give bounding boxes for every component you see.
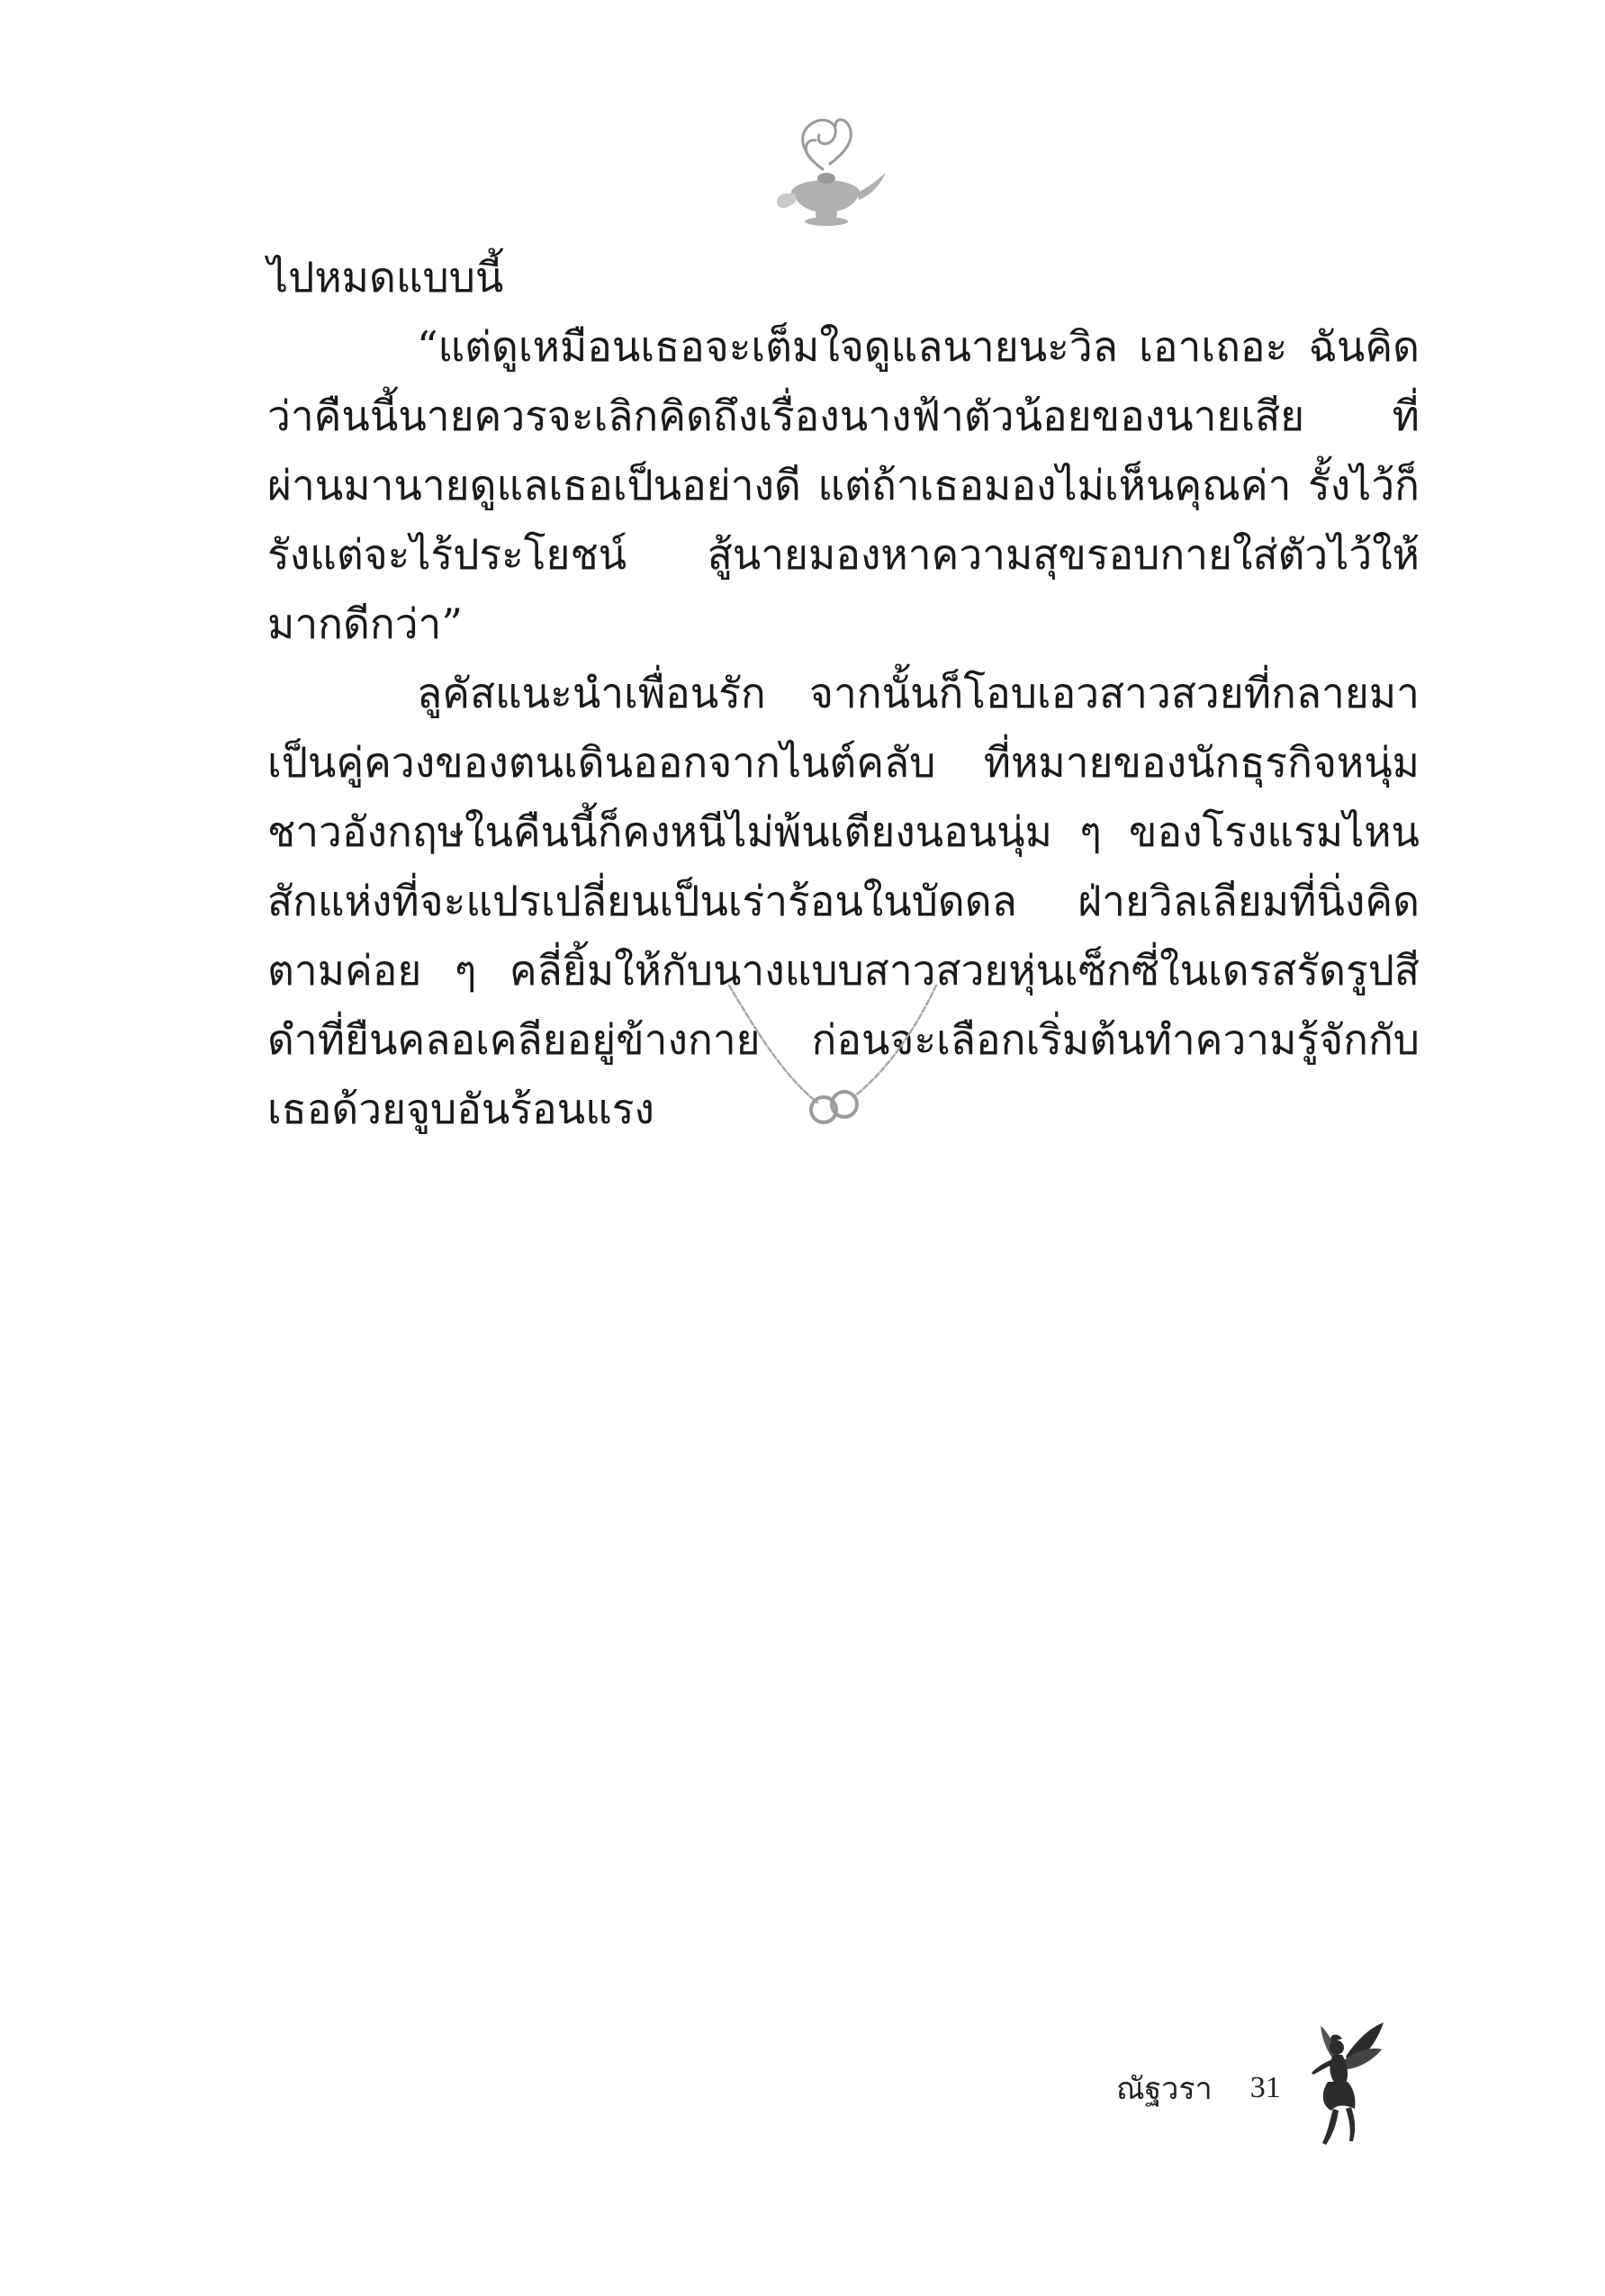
paragraph: ไปหมดแบบนี้ [267, 253, 504, 302]
necklace-rings-icon [711, 977, 954, 1130]
author-name: ณัฐวรา [1116, 2071, 1213, 2107]
paragraph: “แต่ดูเหมือนเธอจะเต็มใจดูแลนายนะวิล เอาเถอะ ฉันคิดว่าคืนนี้นายควรจะเลิกคิดถึงเรื่องนางฟ้าตัวน้อยของนายเสีย ที่ผ่านมานายดูแลเธอเป็นอย่างดี แต่ถ้าเธอมองไม่เห็นคุณค่า รั้งไว้ก็รังแต่จะไร้ประโยชน์ สู้นายมองหาความสุขรอบกายใส่ตัวไว้ให้มากดีกว่า” [267, 322, 1420, 648]
page-footer [1116, 2043, 1386, 2133]
genie-lamp-icon [758, 106, 893, 232]
fairy-icon [1301, 2021, 1386, 2147]
page-number: 31 [1249, 2071, 1281, 2104]
paragraph: ลูคัสแนะนำเพื่อนรัก จากนั้นก็โอบเอวสาวสวยที่กลายมาเป็นคู่ควงของตนเดินออกจากไนต์คลับ ที่หมายของนักธุรกิจหนุ่มชาวอังกฤษในคืนนี้ก็คงหนีไม่พ้นเตียงนอนนุ่ม ๆ ของโรงแรมไหนสักแห่งที่จะแปรเปลี่ยนเป็นเร่าร้อนในบัดดล ฝ่ายวิลเลียมที่นิ่งคิดตามค่อย ๆ คลี่ยิ้มให้กับนางแบบสาวสวยหุ่นเซ็กซี่ในเดรสรัดรูปสีดำที่ยืนคลอเคลียอยู่ข้างกาย ก่อนจะเลือกเริ่มต้นทำความรู้จักกับเธอด้วยจูบอันร้อนแรง [267, 669, 1420, 1133]
